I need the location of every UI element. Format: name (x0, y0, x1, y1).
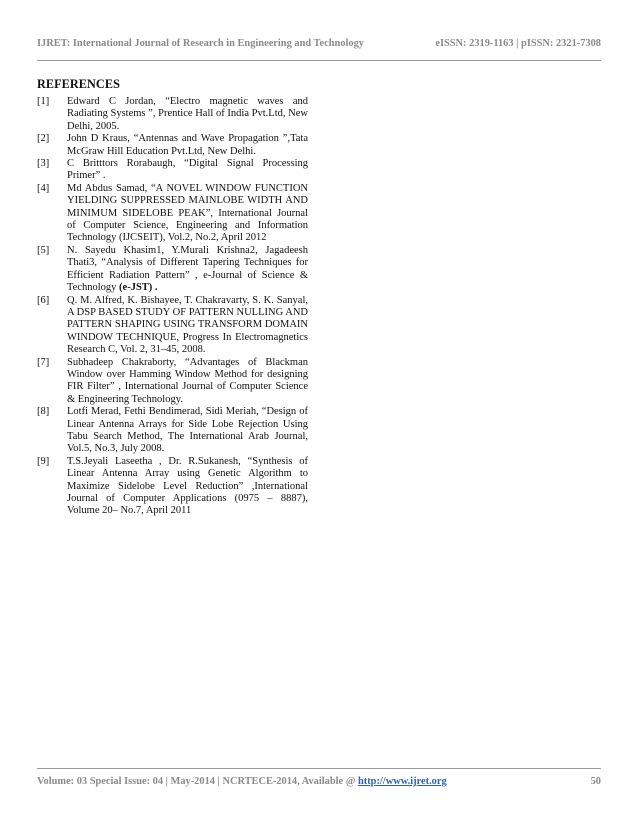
reference-item (37, 183, 308, 245)
issn-info: eISSN: 2319-1163 | pISSN: 2321-7308 (435, 38, 601, 49)
page-footer (37, 776, 601, 790)
reference-number: [6] (37, 294, 50, 306)
reference-number: [8] (37, 406, 50, 418)
reference-number: [5] (37, 244, 50, 256)
footer-text: Volume: 03 Special Issue: 04 | May-2014 | NCRTECE-2014, Available @ (37, 776, 358, 787)
reference-number: [1] (37, 96, 50, 107)
reference-number: [3] (37, 158, 50, 170)
reference-number: [4] (37, 182, 50, 194)
references-heading: REFERENCES (37, 77, 120, 91)
journal-title: IJRET: International Journal of Research in Engineering and Technology (37, 38, 364, 49)
reference-text: Lotfi Merad, Fethi Bendimerad, Sidi Meriah, “Design of Linear Antenna Arrays for Side Lobe Rejection Using Tabu Search Method, The International Arab Journal, Vol.5, No.3, July 2008. (67, 406, 308, 455)
reference-number: [2] (37, 133, 50, 145)
reference-text: Q. M. Alfred, K. Bishayee, T. Chakravarty, S. K. Sanyal, A DSP BASED STUDY OF PATTERN NULLING AND PATTERN SHAPING USING TRANSFORM DOMAIN WINDOW TECHNIQUE, Progress In Electromagnetics Research C, Vol. 2, 31–45, 2008. (67, 294, 308, 356)
reference-item (37, 357, 308, 407)
reference-text: Edward C Jordan, “Electro magnetic waves and Radiating Systems ”, Prentice Hall of India Pvt.Ltd, New Delhi, 2005. (67, 96, 308, 132)
reference-item (37, 295, 308, 357)
reference-item (37, 133, 308, 158)
reference-text: John D Kraus, “Antennas and Wave Propagation ”,Tata McGraw Hill Education Pvt.Ltd, New Delhi. (67, 133, 308, 157)
reference-item (37, 406, 308, 456)
reference-text: C Britttors Rorabaugh, “Digital Signal Processing Primer” . (67, 158, 308, 182)
reference-item (37, 456, 308, 518)
reference-text: Md Abdus Samad, “A NOVEL WINDOW FUNCTION YIELDING SUPPRESSED MAINLOBE WIDTH AND MINIMUM SIDELOBE PEAK”, International Journal of Computer Science, Engineering and Information Technology (IJCSEIT), Vol.2, No.2, April 2012 (67, 182, 308, 244)
footer-rule (37, 768, 601, 769)
header-rule (37, 60, 601, 61)
reference-text: T.S.Jeyali Laseetha , Dr. R.Sukanesh, “Synthesis of Linear Antenna Array using Genetic Algorithm to Maximize Sidelobe Level Reduction” ,International Journal of Computer Applications (0975 – 8887), Volume 20– No.7, April 2011 (67, 455, 308, 517)
reference-number: [7] (37, 356, 50, 368)
reference-item (37, 245, 308, 295)
reference-item (37, 96, 308, 133)
reference-item (37, 158, 308, 183)
journal-link[interactable]: http://www.ijret.org (357, 776, 447, 787)
reference-list (37, 96, 308, 518)
reference-bold-suffix: (e-JST) . (119, 282, 158, 294)
page-number: 50 (590, 776, 601, 787)
reference-text: N. Sayedu Khasim1, Y.Murali Krishna2, Jagadeesh Thati3, “Analysis of Different Tapering Techniques for Efficient Radiation Pattern” , e-Journal of Science & Technology (e-JST) . (67, 244, 308, 294)
reference-number: [9] (37, 455, 50, 467)
footer-info (37, 776, 447, 787)
reference-text: Subhadeep Chakraborty, “Advantages of Blackman Window over Hamming Window Method for designing FIR Filter” , International Journal of Computer Science & Engineering Technology. (67, 356, 308, 405)
page-header (37, 38, 601, 52)
